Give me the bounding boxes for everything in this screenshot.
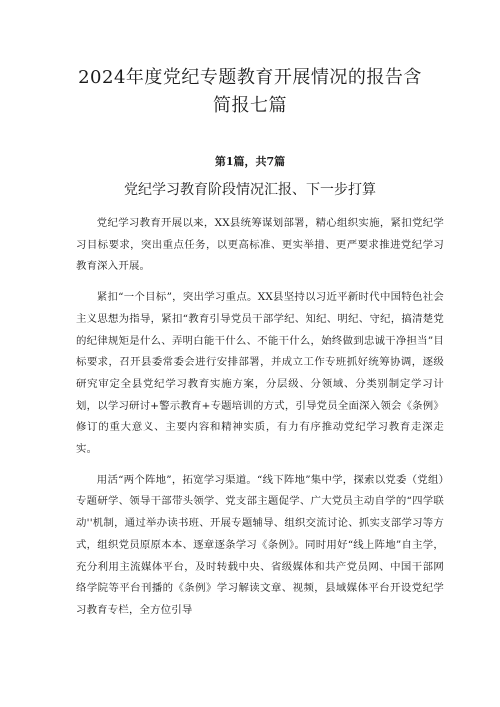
document-body — [76, 213, 444, 631]
section-heading: 党纪学习教育阶段情况汇报、下一步打算 — [124, 182, 376, 198]
part-label: 第1篇，共7篇 — [214, 155, 286, 168]
document-title — [60, 64, 440, 120]
paragraph-1: 党纪学习教育开展以来，XX县统筹谋划部署，精心组织实施，紧扣党纪学习目标要求，突出重点任务，以更高标准、更实举措、更严要求推进党纪学习教育深入开展。 — [76, 217, 444, 273]
title-line-2: 简报七篇 — [213, 95, 287, 116]
title-line-1: 2024年度党纪专题教育开展情况的报告含 — [78, 67, 422, 88]
paragraph-3: 用活“两个阵地”，拓宽学习渠道。“线下阵地”集中学，探索以党委（党组）专题研学、领导干部带头领学、党支部主题促学、广大党员主动自学的“四学联动''机制，通过举办读书班、开展专题辅导、组织交流讨论、抓实支部学习等方式，组织党员原原本本、逐章逐条学习《条例》。同时用好“线上阵地”自主学，充分利用主流媒体平台，及时转载中央、省级媒体和共产党员网、中国干部网络学院等平台刊播的《条例》学习解读文章、视频，县域媒体平台开设党纪学习教育专栏，全方位引导 — [76, 473, 444, 616]
paragraph-2: 紧扣“一个目标”，突出学习重点。XX县坚持以习近平新时代中国特色社会主义思想为指导，紧扣“教育引导党员干部学纪、知纪、明纪、守纪，搞清楚党的纪律规矩是什么、弄明白能干什么、不能干什么，始终做到忠诚干净担当”目标要求，召开县委常委会进行安排部署，并成立工作专班抓好统筹协调，逐级研究审定全县党纪学习教育实施方案，分层级、分领域、分类别制定学习计划，以学习研讨+警示教育+专题培训的方式，引导党员全面深入领会《条例》修订的重大意义、主要内容和精神实质，有力有序推动党纪学习教育走深走实。 — [76, 291, 444, 456]
